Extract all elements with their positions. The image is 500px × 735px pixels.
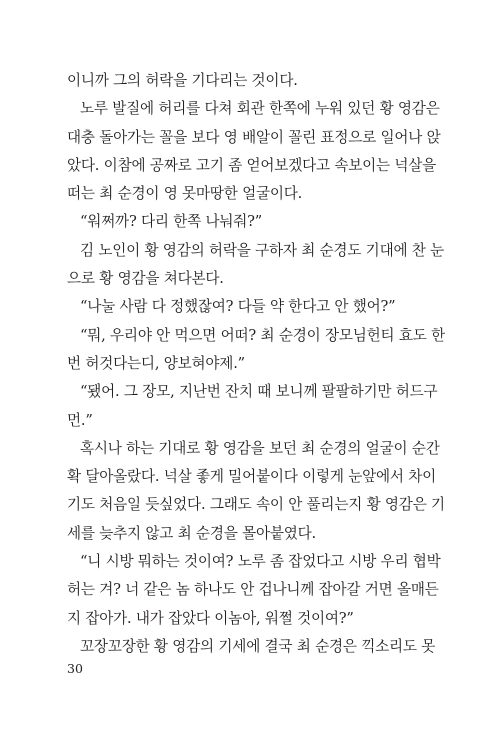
text-line: 꼬장꼬장한 황 영감의 기세에 결국 최 순경은 끽소리도 못 <box>80 637 436 655</box>
text-line: 으로 황 영감을 쳐다본다. <box>67 270 224 288</box>
text-line: 허는 겨? 너 같은 놈 하나도 안 겁나니께 잡아갈 거면 올매든 <box>67 581 439 599</box>
text-line: 김 노인이 황 영감의 허락을 구하자 최 순경도 기대에 찬 눈 <box>80 241 445 259</box>
text-line: “됐어. 그 장모, 지난번 잔치 때 보니께 팔팔하기만 허드구 <box>80 383 438 401</box>
text-line: 지 잡아가. 내가 잡았다 이놈아, 워쩔 것이여?” <box>67 609 354 627</box>
text-line: 이니까 그의 허락을 기다리는 것이다. <box>67 72 298 89</box>
text-line: 먼.” <box>67 411 93 429</box>
text-line: 세를 늦추지 않고 최 순경을 몰아붙였다. <box>67 524 316 542</box>
text-line: 떠는 최 순경이 영 못마땅한 얼굴이다. <box>67 185 303 203</box>
text-line: “나눌 사람 다 정했잖여? 다들 약 한다고 안 했어?” <box>80 298 396 316</box>
text-line: “뭐, 우리야 안 먹으면 어떠? 최 순경이 장모님헌티 효도 한 <box>80 326 446 344</box>
text-line: 대충 돌아가는 꼴을 보다 영 배알이 꼴린 표정으로 일어나 앉 <box>67 128 441 146</box>
page-number: 30 <box>67 661 83 676</box>
body-text <box>67 67 446 661</box>
text-line: 혹시나 하는 기대로 황 영감을 보던 최 순경의 얼굴이 순간 <box>80 439 440 457</box>
text-line: 노루 발질에 허리를 다쳐 회관 한쪽에 누워 있던 황 영감은 <box>80 100 440 118</box>
text-line: 확 달아올랐다. 넉살 좋게 밀어붙이다 이렇게 눈앞에서 차이 <box>67 468 437 486</box>
text-line: 았다. 이참에 공짜로 고기 좀 얻어보겠다고 속보이는 넉살을 <box>67 156 437 174</box>
text-line: 번 허것다는디, 양보혀야제.” <box>67 354 245 372</box>
text-line: “워쩌까? 다리 한쪽 나눠줘?” <box>80 213 263 231</box>
text-line: “니 시방 뭐하는 것이여? 노루 좀 잡었다고 시방 우리 협박 <box>80 553 441 571</box>
text-line: 기도 처음일 듯싶었다. 그래도 속이 안 풀리는지 황 영감은 기 <box>67 496 445 514</box>
